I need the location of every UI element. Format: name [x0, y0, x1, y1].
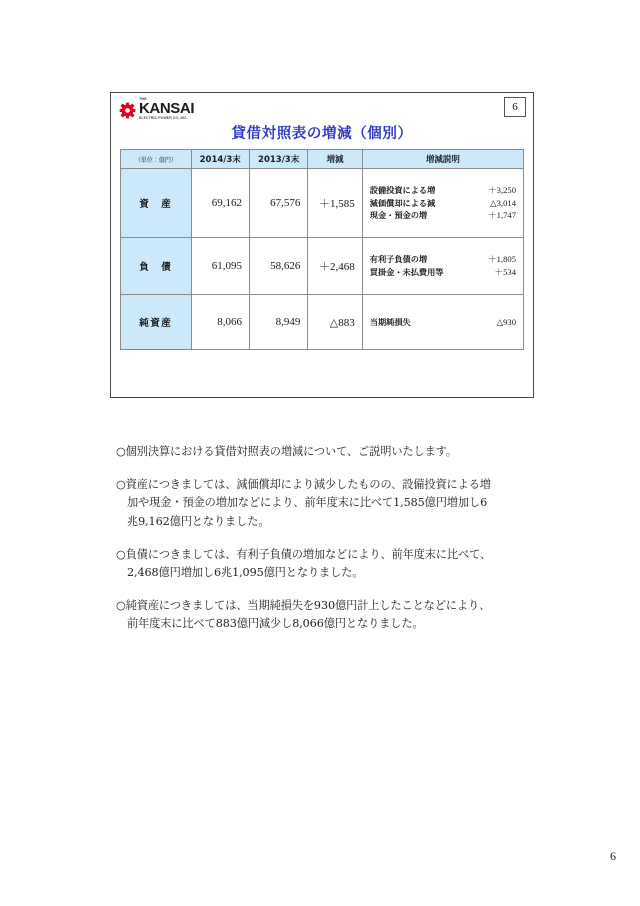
page-number: 6 — [610, 849, 616, 863]
note-line — [370, 209, 516, 222]
logo-company-name: KANSAI — [139, 100, 195, 118]
balance-sheet-table-wrapper — [111, 149, 533, 350]
column-header-unit: （単位：億円） — [121, 150, 192, 169]
table-row — [121, 169, 524, 238]
logo-wordmark — [139, 98, 194, 121]
note-label: 減価償却による減 — [369, 197, 436, 208]
paragraph-liabilities — [116, 546, 536, 582]
paragraph-assets — [116, 476, 536, 530]
note-line — [370, 266, 516, 279]
assets-note-cell — [362, 169, 523, 238]
note-line — [370, 253, 516, 266]
note-line — [370, 197, 516, 210]
row-label-assets: 資 産 — [121, 169, 192, 238]
note-line — [370, 316, 516, 329]
logo-the-text: THE — [139, 97, 147, 101]
paragraph-line: 加や現金・預金の増加などにより、前年度末に比べて1,585億円増加し6 — [127, 496, 488, 510]
paragraph-line: ○負債につきましては、有利子負債の増加などにより、前年度末に比べて、 — [116, 547, 492, 561]
paragraph-line: ○純資産につきましては、当期純損失を930億円計上したことなどにより、 — [116, 599, 491, 613]
note-value: △930 — [496, 316, 516, 327]
net-assets-current-value: 8,066 — [191, 295, 249, 350]
net-assets-note-cell — [362, 295, 523, 350]
paragraph-line: ○個別決算における貸借対照表の増減について、ご説明いたします。 — [116, 445, 457, 459]
note-value: ＋3,250 — [488, 184, 516, 195]
paragraph-line: 前年度末に比べて883億円減少し8,066億円となりました。 — [127, 617, 424, 631]
slide-frame — [110, 92, 534, 398]
paragraph-line: ○資産につきましては、減価償却により減少したものの、設備投資による増 — [116, 478, 491, 492]
table-row — [121, 295, 524, 350]
balance-sheet-table — [120, 149, 524, 350]
slide-number-box: 6 — [504, 97, 526, 117]
liabilities-previous-value: 58,626 — [249, 238, 307, 295]
liabilities-current-value: 61,095 — [191, 238, 249, 295]
table-body — [121, 169, 524, 350]
note-label: 現金・預金の増 — [369, 210, 428, 221]
column-header-current-year: 2014/3末 — [191, 150, 249, 169]
note-label: 買掛金・未払費用等 — [369, 267, 444, 277]
row-label-net-assets: 純資産 — [121, 295, 192, 350]
table-row — [121, 238, 524, 295]
paragraph-overview — [116, 443, 536, 461]
note-value: ＋1,747 — [488, 210, 516, 221]
assets-previous-value: 67,576 — [249, 169, 307, 238]
row-label-liabilities: 負 債 — [121, 238, 192, 295]
column-header-note: 増減説明 — [362, 150, 523, 169]
logo-company-subtitle: ELECTRIC POWER CO.,INC. — [139, 116, 188, 121]
slide-header — [111, 93, 533, 123]
paragraph-net-assets — [116, 597, 536, 633]
paragraph-line: 2,468億円増加し6兆1,095億円となりました。 — [127, 565, 364, 579]
table-header-row — [121, 150, 524, 169]
note-label: 設備投資による増 — [369, 184, 436, 195]
column-header-previous-year: 2013/3末 — [249, 150, 307, 169]
assets-change-value: ＋1,585 — [308, 169, 362, 238]
paragraph-line: 兆9,162億円となりました。 — [127, 514, 270, 528]
net-assets-previous-value: 8,949 — [249, 295, 307, 350]
note-label: 当期純損失 — [369, 316, 411, 327]
net-assets-change-value: △883 — [308, 295, 362, 350]
note-value: ＋534 — [494, 267, 516, 277]
column-header-change: 増減 — [308, 150, 362, 169]
note-label: 有利子負債の増 — [369, 254, 428, 265]
liabilities-change-value: ＋2,468 — [308, 238, 362, 295]
kansai-logo — [119, 98, 194, 121]
explanatory-text — [116, 432, 536, 648]
kansai-flower-logo-icon — [119, 102, 136, 119]
slide-title: 貸借対照表の増減（個別） — [231, 126, 413, 142]
assets-current-value: 69,162 — [191, 169, 249, 238]
note-value: ＋1,805 — [488, 254, 516, 265]
liabilities-note-cell — [362, 238, 523, 295]
note-value: △3,014 — [490, 197, 516, 208]
note-line — [370, 184, 516, 197]
